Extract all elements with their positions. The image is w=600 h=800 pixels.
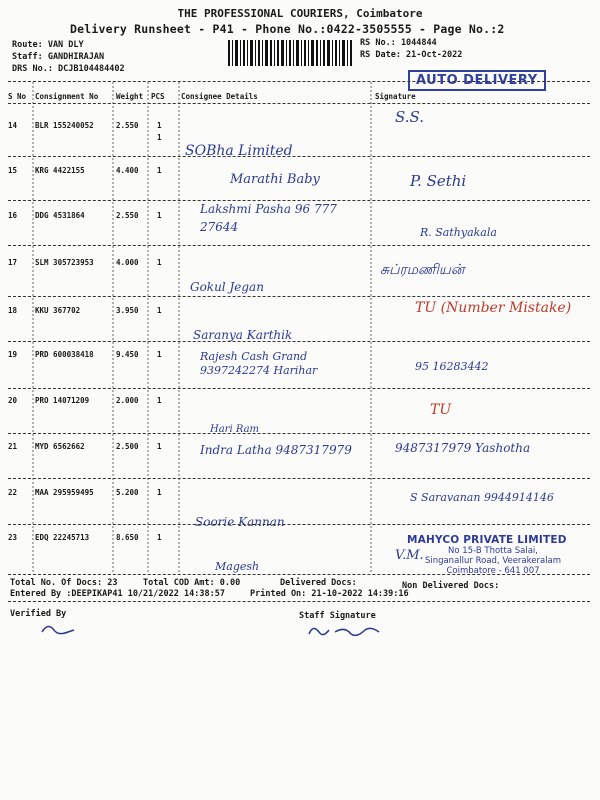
row-consignee: Gokul Jegan bbox=[190, 280, 264, 294]
row-pcs: 1 bbox=[157, 166, 162, 175]
row-signature: TU bbox=[430, 402, 452, 418]
row-consignment: MYD 6562662 bbox=[35, 442, 85, 451]
row-sno: 22 bbox=[8, 488, 18, 497]
row-sno: 14 bbox=[8, 121, 18, 130]
row-consignee: Magesh bbox=[215, 560, 260, 573]
barcode-graphic bbox=[228, 40, 352, 66]
row-divider bbox=[8, 388, 590, 389]
row-signature: சுப்ரமணியன் bbox=[380, 262, 465, 278]
row-weight: 2.550 bbox=[116, 121, 139, 130]
row-signature: 95 16283442 bbox=[415, 360, 489, 373]
staff-signature-scribble bbox=[305, 620, 385, 642]
total-docs: Total No. Of Docs: 23 bbox=[10, 578, 118, 588]
row-pcs-extra: 1 bbox=[157, 133, 162, 142]
row-consignee: Hari Ram bbox=[210, 424, 260, 435]
row-signature: S.S. bbox=[395, 108, 425, 126]
row-consignment: SLM 305723953 bbox=[35, 258, 94, 267]
stamp-address-line: No 15-B Thotta Salai, bbox=[448, 546, 538, 556]
col-sno: S No bbox=[8, 92, 27, 101]
row-consignee: Marathi Baby bbox=[230, 172, 320, 187]
staff-label: Staff: GANDHIRAJAN bbox=[12, 52, 105, 62]
row-consignee: Rajesh Cash Grand 9397242274 Harihar bbox=[200, 350, 318, 377]
row-divider bbox=[8, 524, 590, 525]
row-divider bbox=[8, 296, 590, 297]
row-signature: R. Sathyakala bbox=[420, 226, 497, 239]
row-consignee: Saranya Karthik bbox=[193, 328, 293, 342]
row-pcs: 1 bbox=[157, 306, 162, 315]
staff-signature-label: Staff Signature bbox=[299, 611, 376, 621]
row-consignment: PRD 600038418 bbox=[35, 350, 94, 359]
row-pcs: 1 bbox=[157, 488, 162, 497]
row-pcs: 1 bbox=[157, 121, 162, 130]
row-sno: 18 bbox=[8, 306, 18, 315]
row-weight: 2.500 bbox=[116, 442, 139, 451]
delivered-docs: Delivered Docs: bbox=[280, 578, 357, 588]
col-weight: Weight bbox=[116, 92, 144, 101]
row-sno: 19 bbox=[8, 350, 18, 359]
row-pcs: 1 bbox=[157, 442, 162, 451]
row-sno: 16 bbox=[8, 211, 18, 220]
company-title: THE PROFESSIONAL COURIERS, Coimbatore bbox=[177, 7, 423, 20]
row-divider bbox=[8, 156, 590, 157]
row-divider bbox=[8, 245, 590, 246]
rs-date: RS Date: 21-Oct-2022 bbox=[360, 50, 463, 60]
verified-by-label: Verified By bbox=[10, 609, 67, 619]
stamp-address-line: Singanallur Road, Veerakeralam bbox=[424, 556, 562, 566]
divider bbox=[8, 601, 590, 602]
non-delivered-docs: Non Delivered Docs: bbox=[402, 581, 500, 591]
row-consignment: KKU 367702 bbox=[35, 306, 81, 315]
row-pcs: 1 bbox=[157, 533, 162, 542]
row-divider bbox=[8, 433, 590, 434]
row-pcs: 1 bbox=[157, 396, 162, 405]
row-consignee: SOBha Limited bbox=[185, 143, 293, 159]
col-consignment: Consignment No bbox=[35, 92, 99, 101]
printed-on: Printed On: 21-10-2022 14:39:16 bbox=[250, 589, 409, 599]
row-signature: 9487317979 Yashotha bbox=[395, 441, 531, 455]
row-weight: 2.550 bbox=[116, 211, 139, 220]
auto-delivery-stamp: AUTO DELIVERY bbox=[408, 70, 546, 91]
row-consignment: BLR 155240052 bbox=[35, 121, 94, 130]
rs-number: RS No.: 1044844 bbox=[360, 38, 437, 48]
stamp-address-line: Coimbatore - 641 007 bbox=[446, 566, 540, 576]
row-consignment: MAA 295959495 bbox=[35, 488, 94, 497]
row-divider bbox=[8, 478, 590, 479]
barcode bbox=[228, 40, 352, 66]
row-consignee: Lakshmi Pasha 96 777 27644 bbox=[200, 202, 337, 234]
row-consignee: Indra Latha 9487317979 bbox=[200, 443, 352, 457]
row-consignment: EDQ 22245713 bbox=[35, 533, 90, 542]
row-consignee: Soorie Kannan bbox=[195, 515, 285, 529]
row-signature: TU (Number Mistake) bbox=[415, 300, 572, 316]
total-cod: Total COD Amt: 0.00 bbox=[143, 578, 241, 588]
stamp-company-name: MAHYCO PRIVATE LIMITED bbox=[407, 534, 567, 546]
row-sno: 20 bbox=[8, 396, 18, 405]
row-signature: V.M. bbox=[395, 548, 424, 563]
col-pcs: PCS bbox=[151, 92, 165, 101]
col-signature: Signature bbox=[375, 92, 416, 101]
runsheet-title: Delivery Runsheet - P41 - Phone No.:0422-3505555 - Page No.:2 bbox=[70, 22, 505, 36]
drs-number: DRS No.: DCJB104484402 bbox=[12, 64, 125, 74]
row-sno: 21 bbox=[8, 442, 18, 451]
row-sno: 15 bbox=[8, 166, 18, 175]
row-weight: 4.400 bbox=[116, 166, 139, 175]
row-consignment: PRO 14071209 bbox=[35, 396, 90, 405]
col-consignee: Consignee Details bbox=[181, 92, 258, 101]
row-sno: 23 bbox=[8, 533, 18, 542]
row-pcs: 1 bbox=[157, 258, 162, 267]
row-signature: S Saravanan 9944914146 bbox=[410, 491, 554, 504]
row-pcs: 1 bbox=[157, 211, 162, 220]
row-weight: 2.000 bbox=[116, 396, 139, 405]
divider bbox=[8, 574, 590, 575]
company-stamp bbox=[407, 534, 579, 576]
row-consignment: DDG 4531864 bbox=[35, 211, 85, 220]
row-divider bbox=[8, 341, 590, 342]
entered-by: Entered By :DEEPIKAP41 10/21/2022 14:38:57 bbox=[10, 589, 225, 599]
row-weight: 4.000 bbox=[116, 258, 139, 267]
row-weight: 3.950 bbox=[116, 306, 139, 315]
row-weight: 9.450 bbox=[116, 350, 139, 359]
row-weight: 8.650 bbox=[116, 533, 139, 542]
row-weight: 5.200 bbox=[116, 488, 139, 497]
row-sno: 17 bbox=[8, 258, 18, 267]
row-signature: P. Sethi bbox=[410, 172, 467, 190]
row-pcs: 1 bbox=[157, 350, 162, 359]
row-consignment: KRG 4422155 bbox=[35, 166, 85, 175]
route-label: Route: VAN DLY bbox=[12, 40, 84, 50]
verified-signature-scribble bbox=[38, 620, 78, 640]
